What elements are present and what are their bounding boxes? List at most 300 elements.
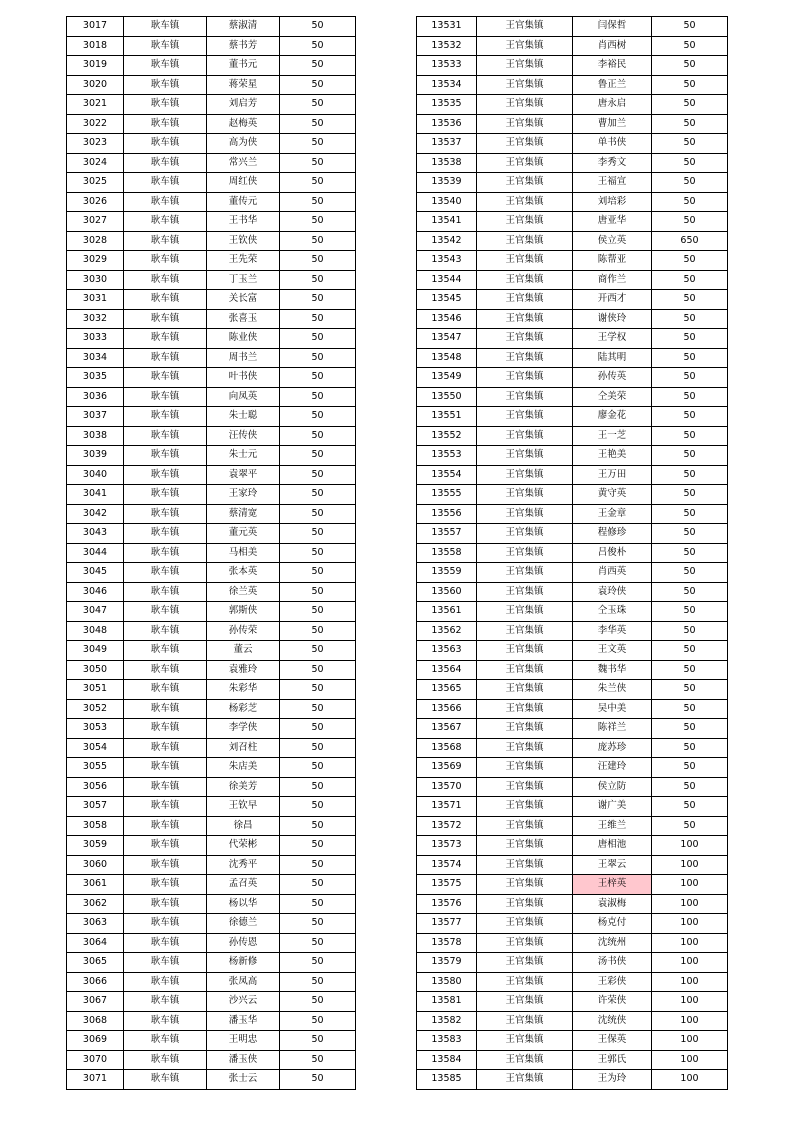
town-cell: 王官集镇: [477, 504, 573, 524]
row-number-cell: 3049: [67, 641, 124, 661]
table-row: [417, 368, 728, 388]
amount-cell: 50: [652, 758, 728, 778]
table-row: [417, 387, 728, 407]
table-row: [67, 524, 356, 544]
table-row: [417, 894, 728, 914]
row-number-cell: 3051: [67, 680, 124, 700]
row-number-cell: 13541: [417, 212, 477, 232]
table-row: [417, 1011, 728, 1031]
table-row: [417, 290, 728, 310]
name-cell: 仝玉珠: [573, 602, 652, 622]
amount-cell: 50: [280, 933, 356, 953]
amount-cell: 50: [652, 75, 728, 95]
town-cell: 王官集镇: [477, 816, 573, 836]
town-cell: 耿车镇: [124, 933, 207, 953]
name-cell: 蔡书芳: [207, 36, 280, 56]
town-cell: 王官集镇: [477, 680, 573, 700]
table-row: [417, 485, 728, 505]
town-cell: 耿车镇: [124, 582, 207, 602]
table-row: [417, 563, 728, 583]
town-cell: 耿车镇: [124, 914, 207, 934]
name-cell: 吴中美: [573, 699, 652, 719]
amount-cell: 50: [280, 251, 356, 271]
name-cell: 徐兰英: [207, 582, 280, 602]
table-row: [417, 309, 728, 329]
name-cell: 孙传荣: [207, 621, 280, 641]
town-cell: 耿车镇: [124, 524, 207, 544]
row-number-cell: 13546: [417, 309, 477, 329]
amount-cell: 50: [652, 114, 728, 134]
row-number-cell: 13559: [417, 563, 477, 583]
amount-cell: 100: [652, 894, 728, 914]
name-cell: 陈业侠: [207, 329, 280, 349]
amount-cell: 50: [652, 368, 728, 388]
town-cell: 耿车镇: [124, 251, 207, 271]
row-number-cell: 3040: [67, 465, 124, 485]
town-cell: 王官集镇: [477, 251, 573, 271]
row-number-cell: 13577: [417, 914, 477, 934]
table-row: [67, 426, 356, 446]
row-number-cell: 3061: [67, 875, 124, 895]
town-cell: 王官集镇: [477, 153, 573, 173]
town-cell: 王官集镇: [477, 953, 573, 973]
name-cell: 廖金花: [573, 407, 652, 427]
row-number-cell: 13581: [417, 992, 477, 1012]
amount-cell: 50: [652, 641, 728, 661]
town-cell: 王官集镇: [477, 660, 573, 680]
table-row: [67, 875, 356, 895]
name-cell: 叶书侠: [207, 368, 280, 388]
amount-cell: 50: [652, 777, 728, 797]
row-number-cell: 3054: [67, 738, 124, 758]
name-cell: 谢侠玲: [573, 309, 652, 329]
town-cell: 王官集镇: [477, 543, 573, 563]
town-cell: 王官集镇: [477, 56, 573, 76]
town-cell: 耿车镇: [124, 972, 207, 992]
row-number-cell: 13564: [417, 660, 477, 680]
town-cell: 耿车镇: [124, 641, 207, 661]
row-number-cell: 13552: [417, 426, 477, 446]
amount-cell: 50: [652, 212, 728, 232]
name-cell: 王为玲: [573, 1070, 652, 1090]
amount-cell: 50: [280, 758, 356, 778]
town-cell: 王官集镇: [477, 75, 573, 95]
town-cell: 耿车镇: [124, 992, 207, 1012]
row-number-cell: 13567: [417, 719, 477, 739]
row-number-cell: 3036: [67, 387, 124, 407]
row-number-cell: 3027: [67, 212, 124, 232]
town-cell: 王官集镇: [477, 465, 573, 485]
name-cell: 周书兰: [207, 348, 280, 368]
amount-cell: 50: [652, 621, 728, 641]
town-cell: 王官集镇: [477, 699, 573, 719]
town-cell: 耿车镇: [124, 543, 207, 563]
table-row: [67, 446, 356, 466]
row-number-cell: 13535: [417, 95, 477, 115]
name-cell: 侯立英: [573, 231, 652, 251]
row-number-cell: 3037: [67, 407, 124, 427]
town-cell: 耿车镇: [124, 660, 207, 680]
name-cell: 刘培彩: [573, 192, 652, 212]
row-number-cell: 3053: [67, 719, 124, 739]
name-cell: 徐德兰: [207, 914, 280, 934]
table-row: [67, 173, 356, 193]
town-cell: 王官集镇: [477, 855, 573, 875]
row-number-cell: 13549: [417, 368, 477, 388]
table-row: [67, 1031, 356, 1051]
row-number-cell: 13563: [417, 641, 477, 661]
table-row: [67, 738, 356, 758]
row-number-cell: 13536: [417, 114, 477, 134]
amount-cell: 50: [280, 563, 356, 583]
row-number-cell: 13537: [417, 134, 477, 154]
town-cell: 耿车镇: [124, 387, 207, 407]
amount-cell: 50: [280, 1031, 356, 1051]
table-row: [417, 953, 728, 973]
name-cell: 王钦早: [207, 797, 280, 817]
amount-cell: 50: [652, 699, 728, 719]
name-cell: 王万田: [573, 465, 652, 485]
town-cell: 王官集镇: [477, 290, 573, 310]
town-cell: 耿车镇: [124, 1070, 207, 1090]
table-row: [417, 797, 728, 817]
row-number-cell: 13538: [417, 153, 477, 173]
amount-cell: 50: [280, 153, 356, 173]
town-cell: 王官集镇: [477, 582, 573, 602]
row-number-cell: 3045: [67, 563, 124, 583]
town-cell: 王官集镇: [477, 1050, 573, 1070]
name-cell: 汪建玲: [573, 758, 652, 778]
table-row: [67, 582, 356, 602]
table-row: [67, 719, 356, 739]
table-row: [67, 816, 356, 836]
name-cell: 王文英: [573, 641, 652, 661]
name-cell: 李学侠: [207, 719, 280, 739]
town-cell: 王官集镇: [477, 173, 573, 193]
amount-cell: 50: [652, 407, 728, 427]
row-number-cell: 13575: [417, 875, 477, 895]
town-cell: 王官集镇: [477, 777, 573, 797]
town-cell: 王官集镇: [477, 95, 573, 115]
name-cell: 周红侠: [207, 173, 280, 193]
row-number-cell: 13584: [417, 1050, 477, 1070]
name-cell: 徐美芳: [207, 777, 280, 797]
town-cell: 耿车镇: [124, 719, 207, 739]
amount-cell: 100: [652, 1070, 728, 1090]
row-number-cell: 3031: [67, 290, 124, 310]
table-row: [67, 641, 356, 661]
amount-cell: 50: [652, 153, 728, 173]
row-number-cell: 13583: [417, 1031, 477, 1051]
row-number-cell: 13553: [417, 446, 477, 466]
row-number-cell: 13531: [417, 17, 477, 37]
amount-cell: 50: [280, 309, 356, 329]
town-cell: 耿车镇: [124, 621, 207, 641]
amount-cell: 50: [652, 426, 728, 446]
town-cell: 王官集镇: [477, 836, 573, 856]
row-number-cell: 13573: [417, 836, 477, 856]
row-number-cell: 3033: [67, 329, 124, 349]
row-number-cell: 3026: [67, 192, 124, 212]
table-row: [67, 368, 356, 388]
amount-cell: 50: [280, 855, 356, 875]
table-row: [67, 329, 356, 349]
row-number-cell: 3059: [67, 836, 124, 856]
table-row: [417, 680, 728, 700]
name-cell: 王彩侠: [573, 972, 652, 992]
town-cell: 耿车镇: [124, 426, 207, 446]
row-number-cell: 13555: [417, 485, 477, 505]
row-number-cell: 13558: [417, 543, 477, 563]
amount-cell: 50: [280, 290, 356, 310]
amount-cell: 100: [652, 1031, 728, 1051]
table-row: [417, 933, 728, 953]
name-cell: 侯立防: [573, 777, 652, 797]
row-number-cell: 3022: [67, 114, 124, 134]
town-cell: 王官集镇: [477, 426, 573, 446]
row-number-cell: 3069: [67, 1031, 124, 1051]
row-number-cell: 13533: [417, 56, 477, 76]
name-cell: 肖西英: [573, 563, 652, 583]
table-row: [67, 1011, 356, 1031]
table-row: [417, 95, 728, 115]
name-cell: 黄守英: [573, 485, 652, 505]
amount-cell: 50: [652, 290, 728, 310]
amount-cell: 50: [652, 816, 728, 836]
row-number-cell: 3067: [67, 992, 124, 1012]
amount-cell: 50: [280, 602, 356, 622]
table-row: [67, 270, 356, 290]
town-cell: 王官集镇: [477, 17, 573, 37]
row-number-cell: 3034: [67, 348, 124, 368]
table-row: [67, 758, 356, 778]
row-number-cell: 13560: [417, 582, 477, 602]
town-cell: 耿车镇: [124, 231, 207, 251]
table-row: [67, 56, 356, 76]
name-cell: 袁翠平: [207, 465, 280, 485]
name-cell: 李华英: [573, 621, 652, 641]
table-row: [417, 465, 728, 485]
row-number-cell: 3068: [67, 1011, 124, 1031]
amount-cell: 50: [280, 426, 356, 446]
table-row: [417, 251, 728, 271]
row-number-cell: 3065: [67, 953, 124, 973]
table-row: [417, 348, 728, 368]
name-cell: 袁玲侠: [573, 582, 652, 602]
amount-cell: 50: [280, 894, 356, 914]
amount-cell: 50: [280, 329, 356, 349]
amount-cell: 50: [280, 641, 356, 661]
table-row: [67, 933, 356, 953]
table-row: [417, 426, 728, 446]
amount-cell: 50: [652, 465, 728, 485]
name-cell: 汪传侠: [207, 426, 280, 446]
amount-cell: 50: [280, 465, 356, 485]
row-number-cell: 3047: [67, 602, 124, 622]
amount-cell: 50: [652, 563, 728, 583]
amount-cell: 50: [652, 192, 728, 212]
amount-cell: 50: [280, 134, 356, 154]
table-row: [417, 914, 728, 934]
amount-cell: 50: [652, 524, 728, 544]
town-cell: 耿车镇: [124, 407, 207, 427]
name-cell: 丁玉兰: [207, 270, 280, 290]
row-number-cell: 13580: [417, 972, 477, 992]
name-cell: 商作兰: [573, 270, 652, 290]
town-cell: 耿车镇: [124, 602, 207, 622]
town-cell: 耿车镇: [124, 465, 207, 485]
amount-cell: 50: [280, 738, 356, 758]
amount-cell: 50: [280, 387, 356, 407]
town-cell: 王官集镇: [477, 797, 573, 817]
name-cell: 朱彩华: [207, 680, 280, 700]
town-cell: 王官集镇: [477, 134, 573, 154]
amount-cell: 100: [652, 1050, 728, 1070]
amount-cell: 50: [280, 56, 356, 76]
amount-cell: 50: [652, 543, 728, 563]
town-cell: 王官集镇: [477, 894, 573, 914]
row-number-cell: 3041: [67, 485, 124, 505]
row-number-cell: 3043: [67, 524, 124, 544]
name-cell: 王艳美: [573, 446, 652, 466]
amount-cell: 50: [280, 699, 356, 719]
amount-cell: 50: [652, 680, 728, 700]
table-row: [67, 36, 356, 56]
name-cell: 杨克付: [573, 914, 652, 934]
amount-cell: 50: [280, 173, 356, 193]
name-cell: 陆其明: [573, 348, 652, 368]
row-number-cell: 13561: [417, 602, 477, 622]
table-row: [67, 914, 356, 934]
row-number-cell: 3070: [67, 1050, 124, 1070]
amount-cell: 50: [652, 485, 728, 505]
table-row: [417, 660, 728, 680]
name-cell: 蒋荣星: [207, 75, 280, 95]
table-row: [417, 602, 728, 622]
table-row: [417, 1031, 728, 1051]
name-cell: 刘启芳: [207, 95, 280, 115]
amount-cell: 50: [280, 17, 356, 37]
row-number-cell: 13544: [417, 270, 477, 290]
left-table: [66, 16, 356, 1090]
table-row: [417, 641, 728, 661]
left-table-body: [67, 17, 356, 1090]
town-cell: 耿车镇: [124, 17, 207, 37]
name-cell: 杨彩芝: [207, 699, 280, 719]
town-cell: 耿车镇: [124, 758, 207, 778]
table-row: [417, 699, 728, 719]
name-cell: 常兴兰: [207, 153, 280, 173]
table-row: [67, 660, 356, 680]
town-cell: 王官集镇: [477, 972, 573, 992]
town-cell: 王官集镇: [477, 1011, 573, 1031]
amount-cell: 50: [652, 738, 728, 758]
amount-cell: 50: [280, 621, 356, 641]
row-number-cell: 3057: [67, 797, 124, 817]
town-cell: 王官集镇: [477, 309, 573, 329]
town-cell: 耿车镇: [124, 153, 207, 173]
town-cell: 耿车镇: [124, 836, 207, 856]
table-row: [67, 602, 356, 622]
table-row: [67, 212, 356, 232]
name-cell: 单书侠: [573, 134, 652, 154]
town-cell: 耿车镇: [124, 1011, 207, 1031]
town-cell: 王官集镇: [477, 602, 573, 622]
name-cell: 孙传恩: [207, 933, 280, 953]
amount-cell: 50: [652, 36, 728, 56]
name-cell: 杨新修: [207, 953, 280, 973]
row-number-cell: 3029: [67, 251, 124, 271]
town-cell: 耿车镇: [124, 173, 207, 193]
row-number-cell: 3039: [67, 446, 124, 466]
name-cell: 孙传英: [573, 368, 652, 388]
amount-cell: 50: [280, 972, 356, 992]
name-cell: 沈统州: [573, 933, 652, 953]
name-cell: 王书华: [207, 212, 280, 232]
row-number-cell: 3030: [67, 270, 124, 290]
row-number-cell: 3028: [67, 231, 124, 251]
name-cell: 董云: [207, 641, 280, 661]
row-number-cell: 3025: [67, 173, 124, 193]
table-row: [67, 621, 356, 641]
town-cell: 王官集镇: [477, 36, 573, 56]
town-cell: 王官集镇: [477, 1031, 573, 1051]
row-number-cell: 13545: [417, 290, 477, 310]
amount-cell: 50: [652, 387, 728, 407]
town-cell: 耿车镇: [124, 192, 207, 212]
name-cell: 许荣侠: [573, 992, 652, 1012]
name-cell: 肖西树: [573, 36, 652, 56]
table-row: [67, 17, 356, 37]
table-row: [67, 231, 356, 251]
row-number-cell: 3060: [67, 855, 124, 875]
name-cell: 赵梅英: [207, 114, 280, 134]
name-cell: 鲁正兰: [573, 75, 652, 95]
amount-cell: 50: [280, 270, 356, 290]
name-cell: 曹加兰: [573, 114, 652, 134]
town-cell: 王官集镇: [477, 621, 573, 641]
table-row: [67, 134, 356, 154]
name-cell: 吕俊朴: [573, 543, 652, 563]
row-number-cell: 13585: [417, 1070, 477, 1090]
table-row: [67, 251, 356, 271]
row-number-cell: 3042: [67, 504, 124, 524]
name-cell: 代荣彬: [207, 836, 280, 856]
name-cell: 王郭氏: [573, 1050, 652, 1070]
amount-cell: 50: [652, 797, 728, 817]
table-row: [417, 875, 728, 895]
amount-cell: 50: [280, 680, 356, 700]
amount-cell: 50: [652, 17, 728, 37]
town-cell: 耿车镇: [124, 777, 207, 797]
row-number-cell: 13579: [417, 953, 477, 973]
row-number-cell: 13578: [417, 933, 477, 953]
name-cell: 王梓英: [573, 875, 652, 895]
row-number-cell: 13562: [417, 621, 477, 641]
amount-cell: 50: [280, 816, 356, 836]
amount-cell: 50: [652, 719, 728, 739]
town-cell: 耿车镇: [124, 797, 207, 817]
name-cell: 沈秀平: [207, 855, 280, 875]
table-row: [417, 972, 728, 992]
row-number-cell: 13565: [417, 680, 477, 700]
name-cell: 刘召柱: [207, 738, 280, 758]
name-cell: 郭斯侠: [207, 602, 280, 622]
name-cell: 徐昌: [207, 816, 280, 836]
amount-cell: 50: [652, 270, 728, 290]
amount-cell: 100: [652, 1011, 728, 1031]
town-cell: 耿车镇: [124, 1050, 207, 1070]
